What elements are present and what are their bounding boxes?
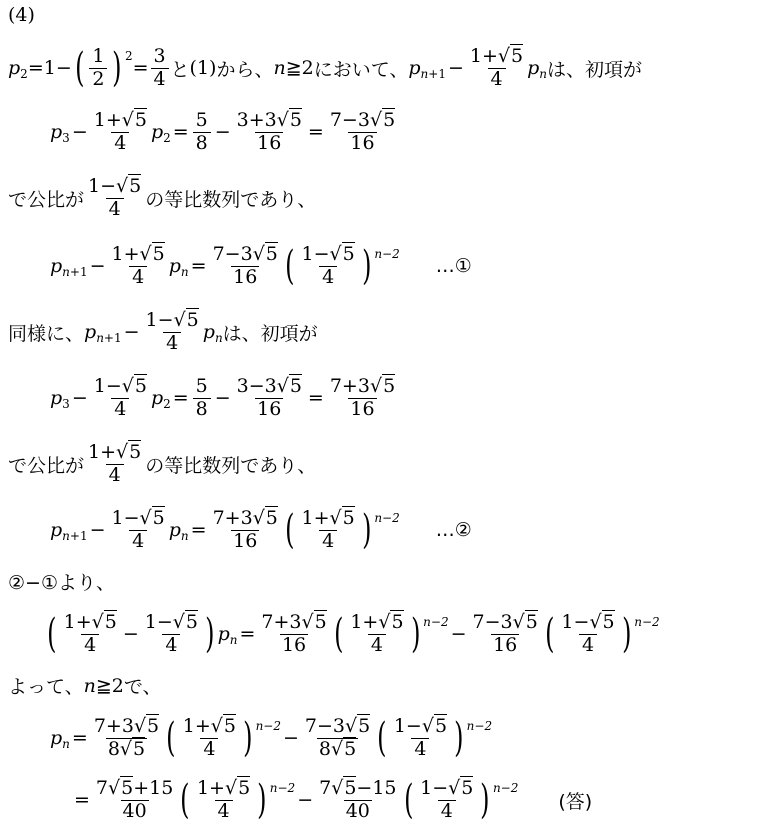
line-4: p n+1 − $\frac{1+√5}{4}$ p n = $\frac{7-3√5}{16}$ ( $\frac{1-√5}{4}$ ) n−2 …① bbox=[50, 242, 472, 289]
line-5: 同様に、 p n+1 − $\frac{1-√5}{4}$ p n は、初項が bbox=[8, 308, 318, 354]
line-3: で公比が $\frac{1-√5}{4}$ の等比数列であり、 bbox=[8, 174, 317, 220]
line-6: p 3 − $\frac{1-√5}{4}$ p 2 = $\frac{5}{8}$ − $\frac{3-3√5}{16}$ = $\frac{7+3√5}{16}$ bbox=[50, 374, 396, 420]
line-2: p 3 − $\frac{1+√5}{4}$ p 2 = $\frac{5}{8}$ − $\frac{3+3√5}{16}$ = $\frac{7-3√5}{16}$ bbox=[50, 108, 396, 154]
line-8: p n+1 − $\frac{1-√5}{4}$ p n = $\frac{7+3√5}{16}$ ( $\frac{1+√5}{4}$ ) n−2 …② bbox=[50, 506, 472, 553]
line-12: p n = $\frac{7+3√5}{8√5}$ ( $\frac{1+√5}{4}$ ) n−2 − $\frac{7-3√5}{8√5}$ ( $\frac{1-√5}{4}$ ) n−2 bbox=[50, 714, 493, 761]
equation-ref-1: …① bbox=[435, 255, 472, 277]
problem-label: (4) bbox=[8, 4, 35, 26]
line-9: ②−①より、 bbox=[8, 572, 115, 594]
line-1: p 2 =1− ( $\frac{1}{2}$ ) 2 = $\frac{3}{4}$ と (1) から、 n ≧2 において、 p n+1 − $\frac{1+√5}{4}$ p n は、初項が bbox=[8, 44, 643, 91]
fraction: $\frac{1+√5}{4}$ bbox=[469, 44, 524, 90]
equation-ref-2: …② bbox=[435, 519, 472, 541]
fraction: $\frac{3}{4}$ bbox=[151, 47, 169, 90]
line-10: ( $\frac{1+√5}{4}$ − $\frac{1-√5}{4}$ ) p n = $\frac{7+3√5}{16}$ ( $\frac{1+√5}{4}$ ) n−2 − $\frac{7-3√5}{16}$ ( $\frac{1-√5}{4}$ ) n−2 bbox=[47, 610, 660, 657]
line-13: = $\frac{7√5+15}{40}$ ( $\frac{1+√5}{4}$ ) n−2 − $\frac{7√5-15}{40}$ ( $\frac{1-√5}{4}$ ) n−2 (答) bbox=[74, 776, 593, 823]
line-11: よって、 n ≧2 で、 bbox=[8, 674, 162, 698]
answer-mark: (答) bbox=[558, 790, 593, 813]
fraction: $\frac{1}{2}$ bbox=[89, 47, 107, 90]
line-7: で公比が $\frac{1+√5}{4}$ の等比数列であり、 bbox=[8, 440, 317, 486]
